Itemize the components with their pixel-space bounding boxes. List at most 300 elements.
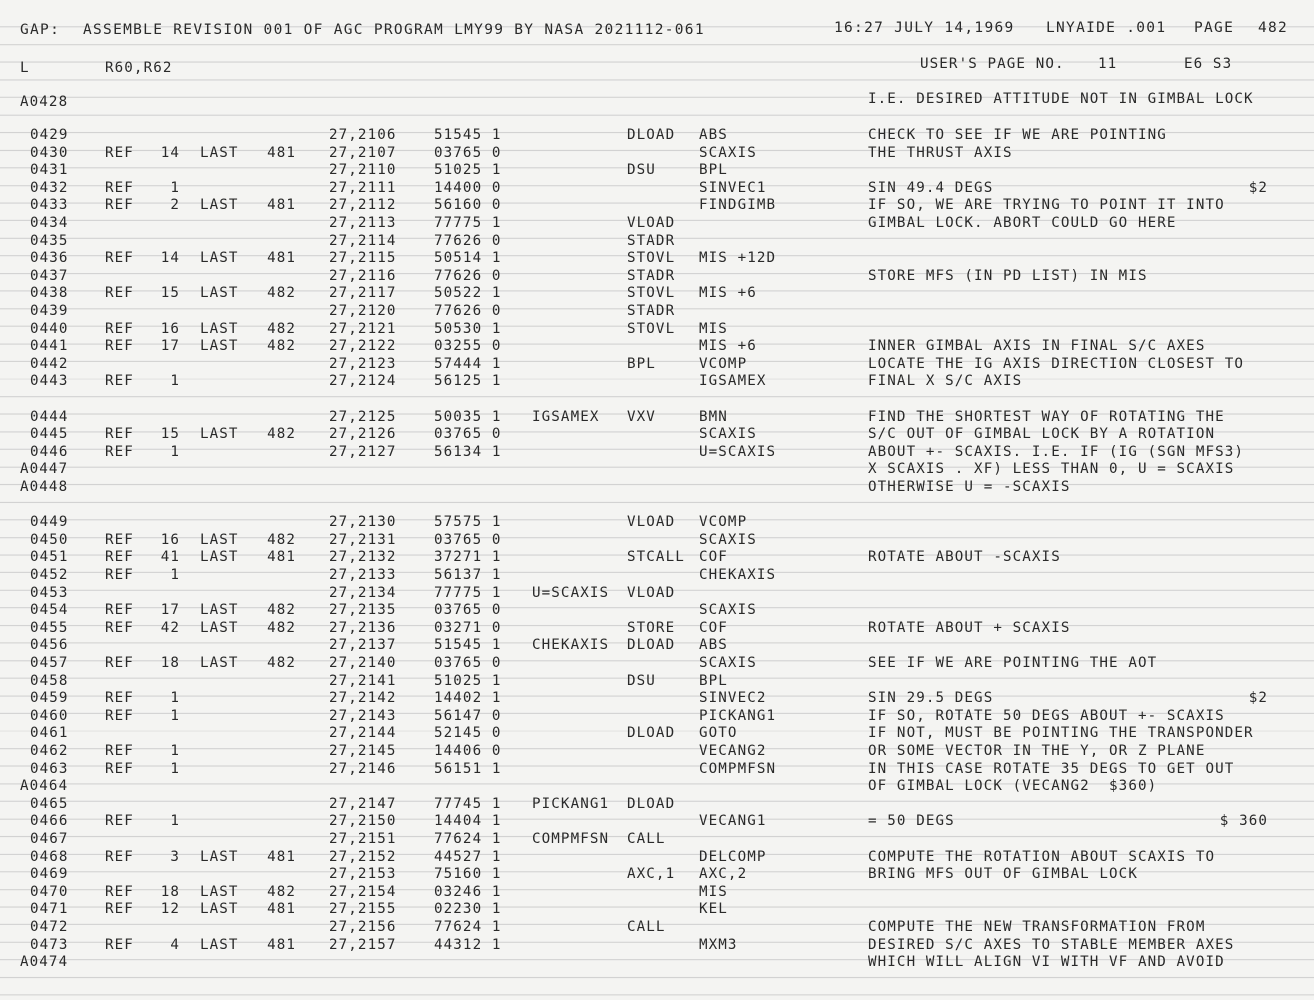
ref-count: 17 bbox=[160, 602, 180, 619]
operand: DELCOMP bbox=[699, 848, 767, 865]
ref-count: 42 bbox=[160, 619, 180, 636]
sequence-number: 0437 bbox=[30, 267, 69, 284]
listing-row bbox=[0, 901, 1314, 919]
last-label: LAST bbox=[200, 549, 239, 566]
comment: IF SO, ROTATE 50 DEGS ABOUT +- SCAXIS bbox=[868, 707, 1225, 724]
operand: SCAXIS bbox=[699, 655, 757, 671]
scale-tag: $ 360 bbox=[1219, 813, 1268, 830]
comment: INNER GIMBAL AXIS IN FINAL S/C AXES bbox=[868, 338, 1206, 355]
listing-row bbox=[0, 937, 1314, 955]
address: 27,2147 bbox=[329, 795, 397, 812]
e6-s3-label: E6 S3 bbox=[1184, 56, 1233, 72]
listing-row bbox=[0, 356, 1314, 374]
sequence-number: 0450 bbox=[30, 531, 69, 548]
opcode: DSU bbox=[627, 162, 656, 179]
octal-word: 03765 0 bbox=[434, 144, 502, 161]
comment: FIND THE SHORTEST WAY OF ROTATING THE bbox=[868, 408, 1225, 425]
ref-label: REF bbox=[105, 690, 134, 707]
last-page: 482 bbox=[267, 883, 296, 900]
comment: IF SO, WE ARE TRYING TO POINT IT INTO bbox=[868, 197, 1225, 214]
symbol-label: COMPMFSN bbox=[532, 831, 610, 847]
operand: GOTO bbox=[699, 725, 738, 742]
octal-word: 44527 1 bbox=[434, 848, 502, 865]
listing-row bbox=[0, 303, 1314, 321]
address: 27,2137 bbox=[329, 637, 397, 654]
address: 27,2153 bbox=[329, 866, 397, 883]
last-label: LAST bbox=[200, 883, 239, 900]
listing-row bbox=[0, 479, 1314, 497]
address: 27,2124 bbox=[329, 373, 397, 390]
listing-row bbox=[0, 567, 1314, 585]
octal-word: 77775 1 bbox=[434, 584, 502, 601]
octal-word: 14402 1 bbox=[434, 690, 502, 707]
listing-row bbox=[0, 497, 1314, 515]
address: 27,2122 bbox=[329, 338, 397, 355]
sequence-number: 0431 bbox=[30, 162, 69, 179]
listing-row bbox=[0, 743, 1314, 761]
listing-row bbox=[0, 778, 1314, 796]
listing-row bbox=[0, 426, 1314, 444]
ref-label: REF bbox=[105, 549, 134, 566]
ref-label: REF bbox=[105, 179, 134, 196]
ref-count: 18 bbox=[160, 883, 180, 900]
listing-row bbox=[0, 233, 1314, 251]
address: 27,2146 bbox=[329, 760, 397, 777]
listing-row bbox=[0, 180, 1314, 198]
last-label: LAST bbox=[200, 338, 239, 355]
opcode: STADR bbox=[627, 303, 676, 319]
listing-row bbox=[0, 338, 1314, 356]
address: 27,2143 bbox=[329, 707, 397, 724]
address: 27,2156 bbox=[329, 919, 397, 935]
listing-row bbox=[0, 585, 1314, 603]
user-page-number: 11 bbox=[1098, 56, 1118, 72]
last-label: LAST bbox=[200, 250, 239, 267]
octal-word: 77624 1 bbox=[434, 831, 502, 847]
ref-count: 1 bbox=[170, 443, 180, 460]
last-label: LAST bbox=[200, 144, 239, 161]
listing-row bbox=[0, 268, 1314, 286]
octal-word: 03765 0 bbox=[434, 655, 502, 671]
opcode: VLOAD bbox=[627, 514, 676, 531]
octal-word: 56151 1 bbox=[434, 760, 502, 777]
opcode: DLOAD bbox=[627, 795, 676, 812]
octal-word: 14406 0 bbox=[434, 743, 502, 759]
sequence-number: 0451 bbox=[30, 549, 69, 566]
opcode: AXC,1 bbox=[627, 866, 676, 883]
address: 27,2110 bbox=[329, 162, 397, 179]
comment: COMPUTE THE NEW TRANSFORMATION FROM bbox=[868, 919, 1206, 935]
address: 27,2107 bbox=[329, 144, 397, 161]
sequence-number: 0438 bbox=[30, 285, 69, 302]
octal-word: 37271 1 bbox=[434, 549, 502, 566]
address: 27,2157 bbox=[329, 936, 397, 953]
sequence-number: 0432 bbox=[30, 179, 69, 196]
comment: SIN 29.5 DEGS bbox=[868, 690, 994, 707]
comment: FINAL X S/C AXIS bbox=[868, 373, 1023, 390]
address: 27,2130 bbox=[329, 514, 397, 531]
page-number: 482 bbox=[1258, 20, 1289, 36]
last-page: 481 bbox=[267, 197, 296, 214]
lnyaide-label: LNYAIDE .001 bbox=[1046, 20, 1167, 36]
sequence-number: 0458 bbox=[30, 672, 69, 689]
listing-row bbox=[0, 215, 1314, 233]
ref-label: REF bbox=[105, 320, 134, 337]
octal-word: 77624 1 bbox=[434, 919, 502, 935]
last-page: 482 bbox=[267, 655, 296, 671]
sequence-number: 0452 bbox=[30, 567, 69, 583]
sequence-number: 0436 bbox=[30, 250, 69, 267]
octal-word: 51545 1 bbox=[434, 637, 502, 654]
sequence-number: 0472 bbox=[30, 919, 69, 935]
opcode: STADR bbox=[627, 232, 676, 249]
comment: COMPUTE THE ROTATION ABOUT SCAXIS TO bbox=[868, 848, 1216, 865]
octal-word: 51025 1 bbox=[434, 162, 502, 179]
listing-row bbox=[0, 461, 1314, 479]
octal-word: 77626 0 bbox=[434, 232, 502, 249]
listing-row bbox=[0, 532, 1314, 550]
last-label: LAST bbox=[200, 655, 239, 671]
address: 27,2144 bbox=[329, 725, 397, 742]
last-label: LAST bbox=[200, 531, 239, 548]
comment: CHECK TO SEE IF WE ARE POINTING bbox=[868, 127, 1167, 143]
octal-word: 56160 0 bbox=[434, 197, 502, 214]
comment: STORE MFS (IN PD LIST) IN MIS bbox=[868, 267, 1148, 284]
last-label: LAST bbox=[200, 848, 239, 865]
operand: U=SCAXIS bbox=[699, 443, 777, 460]
last-label: LAST bbox=[200, 320, 239, 337]
last-page: 481 bbox=[267, 901, 296, 918]
sequence-number: 0466 bbox=[30, 813, 69, 830]
octal-word: 14400 0 bbox=[434, 179, 502, 196]
operand: BPL bbox=[699, 162, 728, 179]
address: 27,2117 bbox=[329, 285, 397, 302]
last-page: 481 bbox=[267, 848, 296, 865]
octal-word: 75160 1 bbox=[434, 866, 502, 883]
listing-row bbox=[0, 409, 1314, 427]
operand: VCOMP bbox=[699, 355, 748, 372]
symbol-label: PICKANG1 bbox=[532, 795, 610, 812]
octal-word: 57444 1 bbox=[434, 355, 502, 372]
octal-word: 03765 0 bbox=[434, 602, 502, 619]
comment: = 50 DEGS bbox=[868, 813, 955, 830]
sequence-number: 0456 bbox=[30, 637, 69, 654]
sequence-number: 0449 bbox=[30, 514, 69, 531]
listing-row bbox=[0, 127, 1314, 145]
listing-row bbox=[0, 884, 1314, 902]
ref-label: REF bbox=[105, 144, 134, 161]
ref-count: 1 bbox=[170, 743, 180, 759]
listing-row bbox=[0, 954, 1314, 972]
listing-row bbox=[0, 761, 1314, 779]
address: 27,2152 bbox=[329, 848, 397, 865]
operand: MIS bbox=[699, 883, 728, 900]
operand: CHEKAXIS bbox=[699, 567, 777, 583]
address: 27,2121 bbox=[329, 320, 397, 337]
listing-row bbox=[0, 813, 1314, 831]
octal-word: 50522 1 bbox=[434, 285, 502, 302]
last-label: LAST bbox=[200, 285, 239, 302]
comment: ROTATE ABOUT + SCAXIS bbox=[868, 619, 1071, 636]
listing-row bbox=[0, 444, 1314, 462]
ref-count: 15 bbox=[160, 285, 180, 302]
sequence-number: 0468 bbox=[30, 848, 69, 865]
sequence-number: 0441 bbox=[30, 338, 69, 355]
operand: MIS +6 bbox=[699, 285, 757, 302]
comment: WHICH WILL ALIGN VI WITH VF AND AVOID bbox=[868, 954, 1225, 971]
operand: COF bbox=[699, 619, 728, 636]
sequence-number: 0446 bbox=[30, 443, 69, 460]
scale-tag: $2 bbox=[1248, 179, 1268, 196]
octal-word: 77775 1 bbox=[434, 215, 502, 231]
address: 27,2136 bbox=[329, 619, 397, 636]
last-page: 481 bbox=[267, 250, 296, 267]
symbol-label: IGSAMEX bbox=[532, 408, 600, 425]
sequence-number: 0465 bbox=[30, 795, 69, 812]
last-page: 482 bbox=[267, 619, 296, 636]
address: 27,2151 bbox=[329, 831, 397, 847]
opcode: CALL bbox=[627, 919, 666, 935]
ref-label: REF bbox=[105, 655, 134, 671]
comment: IF NOT, MUST BE POINTING THE TRANSPONDER bbox=[868, 725, 1254, 742]
operand: ABS bbox=[699, 127, 728, 143]
octal-word: 56134 1 bbox=[434, 443, 502, 460]
listing-row bbox=[0, 250, 1314, 268]
listing-row bbox=[0, 708, 1314, 726]
operand: FINDGIMB bbox=[699, 197, 777, 214]
comment: BRING MFS OUT OF GIMBAL LOCK bbox=[868, 866, 1138, 883]
octal-word: 52145 0 bbox=[434, 725, 502, 742]
last-label: LAST bbox=[200, 602, 239, 619]
sequence-number: 0463 bbox=[30, 760, 69, 777]
ref-count: 18 bbox=[160, 655, 180, 671]
l-label: L bbox=[20, 60, 30, 76]
listing-row bbox=[0, 620, 1314, 638]
operand: BPL bbox=[699, 672, 728, 689]
ref-count: 2 bbox=[170, 197, 180, 214]
listing-row bbox=[0, 796, 1314, 814]
listing-row bbox=[0, 690, 1314, 708]
ref-count: 1 bbox=[170, 707, 180, 724]
address: 27,2145 bbox=[329, 743, 397, 759]
listing-row bbox=[0, 285, 1314, 303]
ref-count: 15 bbox=[160, 426, 180, 443]
octal-word: 03765 0 bbox=[434, 426, 502, 443]
ref-label: REF bbox=[105, 760, 134, 777]
ref-count: 1 bbox=[170, 813, 180, 830]
a0428-comment: I.E. DESIRED ATTITUDE NOT IN GIMBAL LOCK bbox=[868, 91, 1254, 107]
address: 27,2135 bbox=[329, 602, 397, 619]
opcode: DSU bbox=[627, 672, 656, 689]
ref-label: REF bbox=[105, 743, 134, 759]
ref-label: REF bbox=[105, 602, 134, 619]
comment: S/C OUT OF GIMBAL LOCK BY A ROTATION bbox=[868, 426, 1216, 443]
address: 27,2112 bbox=[329, 197, 397, 214]
operand: COMPMFSN bbox=[699, 760, 777, 777]
listing-row bbox=[0, 549, 1314, 567]
last-label: LAST bbox=[200, 619, 239, 636]
ref-label: REF bbox=[105, 373, 134, 390]
opcode: DLOAD bbox=[627, 637, 676, 654]
sequence-number: 0444 bbox=[30, 408, 69, 425]
last-page: 482 bbox=[267, 602, 296, 619]
ref-count: 4 bbox=[170, 936, 180, 953]
address: 27,2115 bbox=[329, 250, 397, 267]
timestamp: 16:27 JULY 14,1969 bbox=[834, 20, 1015, 36]
opcode: VLOAD bbox=[627, 584, 676, 601]
octal-word: 50035 1 bbox=[434, 408, 502, 425]
ref-label: REF bbox=[105, 707, 134, 724]
octal-word: 56147 0 bbox=[434, 707, 502, 724]
symbol-label: CHEKAXIS bbox=[532, 637, 610, 654]
symbol-label: U=SCAXIS bbox=[532, 584, 610, 601]
sequence-number: A0474 bbox=[20, 954, 69, 971]
operand: KEL bbox=[699, 901, 728, 918]
last-page: 481 bbox=[267, 549, 296, 566]
ref-count: 1 bbox=[170, 567, 180, 583]
sequence-number: 0454 bbox=[30, 602, 69, 619]
ref-label: REF bbox=[105, 531, 134, 548]
last-page: 482 bbox=[267, 531, 296, 548]
last-page: 481 bbox=[267, 144, 296, 161]
listing-row bbox=[0, 673, 1314, 691]
octal-word: 03246 1 bbox=[434, 883, 502, 900]
ref-count: 16 bbox=[160, 320, 180, 337]
last-label: LAST bbox=[200, 426, 239, 443]
sequence-number: 0462 bbox=[30, 743, 69, 759]
opcode: DLOAD bbox=[627, 725, 676, 742]
address: 27,2126 bbox=[329, 426, 397, 443]
operand: MXM3 bbox=[699, 936, 738, 953]
sequence-number: 0443 bbox=[30, 373, 69, 390]
sequence-number: 0434 bbox=[30, 215, 69, 231]
opcode: CALL bbox=[627, 831, 666, 847]
last-label: LAST bbox=[200, 936, 239, 953]
octal-word: 77626 0 bbox=[434, 303, 502, 319]
seq-a0428: A0428 bbox=[20, 94, 69, 110]
comment: OTHERWISE U = -SCAXIS bbox=[868, 479, 1071, 495]
ref-label: REF bbox=[105, 848, 134, 865]
address: 27,2120 bbox=[329, 303, 397, 319]
operand: SCAXIS bbox=[699, 531, 757, 548]
octal-word: 50514 1 bbox=[434, 250, 502, 267]
listing-row bbox=[0, 373, 1314, 391]
listing-row bbox=[0, 514, 1314, 532]
operand: VECANG1 bbox=[699, 813, 767, 830]
sequence-number: 0455 bbox=[30, 619, 69, 636]
address: 27,2127 bbox=[329, 443, 397, 460]
octal-word: 03271 0 bbox=[434, 619, 502, 636]
sequence-number: 0442 bbox=[30, 355, 69, 372]
operand: AXC,2 bbox=[699, 866, 748, 883]
ref-count: 12 bbox=[160, 901, 180, 918]
comment: X SCAXIS . XF) LESS THAN 0, U = SCAXIS bbox=[868, 461, 1235, 478]
gap-label: GAP: bbox=[20, 22, 61, 38]
page-header bbox=[0, 0, 1314, 120]
listing-row bbox=[0, 637, 1314, 655]
ref-label: REF bbox=[105, 197, 134, 214]
sequence-number: 0439 bbox=[30, 303, 69, 319]
listing-row bbox=[0, 866, 1314, 884]
sequence-number: 0470 bbox=[30, 883, 69, 900]
ref-count: 17 bbox=[160, 338, 180, 355]
comment: SEE IF WE ARE POINTING THE AOT bbox=[868, 655, 1158, 671]
ref-count: 3 bbox=[170, 848, 180, 865]
last-page: 482 bbox=[267, 426, 296, 443]
comment: ABOUT +- SCAXIS. I.E. IF (IG (SGN MFS3) bbox=[868, 443, 1245, 460]
sequence-number: 0453 bbox=[30, 584, 69, 601]
user-page-label: USER'S PAGE NO. bbox=[920, 56, 1065, 72]
operand: VECANG2 bbox=[699, 743, 767, 759]
address: 27,2142 bbox=[329, 690, 397, 707]
octal-word: 77626 0 bbox=[434, 267, 502, 284]
operand: SINVEC2 bbox=[699, 690, 767, 707]
ref-count: 1 bbox=[170, 690, 180, 707]
routine-name: R60,R62 bbox=[105, 60, 173, 76]
opcode: DLOAD bbox=[627, 127, 676, 143]
address: 27,2106 bbox=[329, 127, 397, 143]
comment: ROTATE ABOUT -SCAXIS bbox=[868, 549, 1061, 566]
octal-word: 50530 1 bbox=[434, 320, 502, 337]
address: 27,2131 bbox=[329, 531, 397, 548]
listing-row bbox=[0, 391, 1314, 409]
last-label: LAST bbox=[200, 901, 239, 918]
operand: VCOMP bbox=[699, 514, 748, 531]
sequence-number: 0467 bbox=[30, 831, 69, 847]
ref-label: REF bbox=[105, 883, 134, 900]
listing-row bbox=[0, 321, 1314, 339]
opcode: STOVL bbox=[627, 320, 676, 337]
sequence-number: 0461 bbox=[30, 725, 69, 742]
sequence-number: 0469 bbox=[30, 866, 69, 883]
operand: BMN bbox=[699, 408, 728, 425]
ref-label: REF bbox=[105, 813, 134, 830]
ref-label: REF bbox=[105, 426, 134, 443]
address: 27,2113 bbox=[329, 215, 397, 231]
comment: DESIRED S/C AXES TO STABLE MEMBER AXES bbox=[868, 936, 1235, 953]
listing-row bbox=[0, 725, 1314, 743]
listing-row bbox=[0, 831, 1314, 849]
octal-word: 51545 1 bbox=[434, 127, 502, 143]
sequence-number: 0457 bbox=[30, 655, 69, 671]
ref-label: REF bbox=[105, 443, 134, 460]
comment: THE THRUST AXIS bbox=[868, 144, 1013, 161]
listing-row bbox=[0, 145, 1314, 163]
opcode: VXV bbox=[627, 408, 656, 425]
operand: MIS +6 bbox=[699, 338, 757, 355]
sequence-number: 0460 bbox=[30, 707, 69, 724]
comment: LOCATE THE IG AXIS DIRECTION CLOSEST TO bbox=[868, 355, 1245, 372]
opcode: STADR bbox=[627, 267, 676, 284]
sequence-number: 0440 bbox=[30, 320, 69, 337]
address: 27,2140 bbox=[329, 655, 397, 671]
octal-word: 02230 1 bbox=[434, 901, 502, 918]
listing-row bbox=[0, 919, 1314, 937]
address: 27,2134 bbox=[329, 584, 397, 601]
address: 27,2111 bbox=[329, 179, 397, 196]
address: 27,2132 bbox=[329, 549, 397, 566]
ref-count: 14 bbox=[160, 144, 180, 161]
sequence-number: A0464 bbox=[20, 778, 69, 795]
octal-word: 14404 1 bbox=[434, 813, 502, 830]
ref-count: 41 bbox=[160, 549, 180, 566]
opcode: STORE bbox=[627, 619, 676, 636]
sequence-number: 0433 bbox=[30, 197, 69, 214]
address: 27,2141 bbox=[329, 672, 397, 689]
listing-row bbox=[0, 655, 1314, 673]
sequence-number: 0430 bbox=[30, 144, 69, 161]
listing-row bbox=[0, 197, 1314, 215]
